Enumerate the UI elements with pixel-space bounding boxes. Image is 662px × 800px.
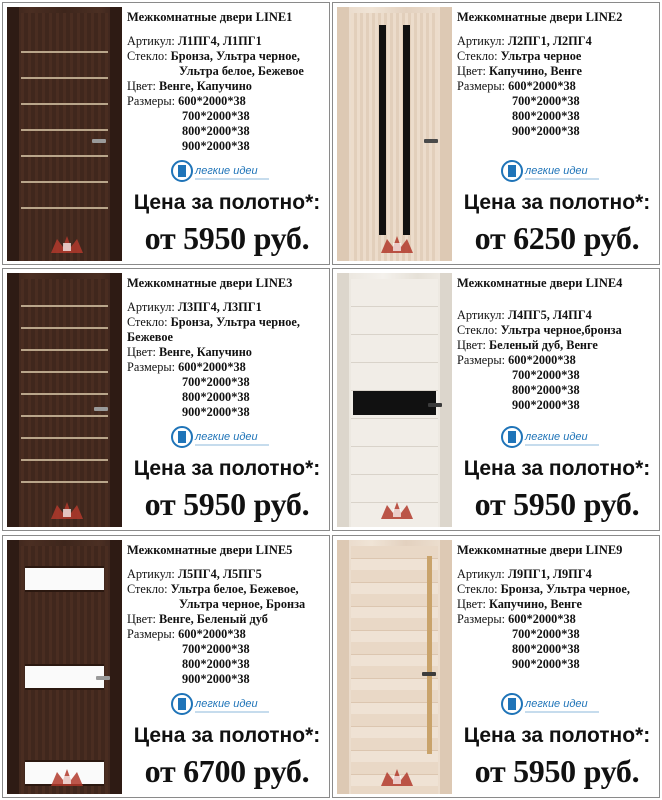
size-value: 900*2000*38 xyxy=(182,672,250,686)
size-value: 600*2000*38 xyxy=(178,360,246,374)
door-image xyxy=(337,7,452,261)
color-value: Капучино, Венге xyxy=(488,597,582,611)
size-value: 600*2000*38 xyxy=(178,94,246,108)
manufacturer-logo-icon xyxy=(49,233,85,255)
manufacturer-logo-icon xyxy=(49,499,85,521)
size-value: 700*2000*38 xyxy=(512,368,580,382)
brand-logo-icon xyxy=(501,159,601,183)
size-value: 700*2000*38 xyxy=(512,627,580,641)
article-value: Л1ПГ4, Л1ПГ1 xyxy=(177,34,262,48)
product-card-line5 xyxy=(2,535,330,798)
size-value: 800*2000*38 xyxy=(512,642,580,656)
specs-list: Артикул: Л4ПГ5, Л4ПГ4 Стекло: Ультра черное,бронза Цвет: Беленый дуб, Венге Размеры: 600*2000*38 700*2000*38 800*2000*38 900*2000*38 xyxy=(457,308,622,412)
price-value: от 6250 руб. xyxy=(474,220,640,256)
size-value: 800*2000*38 xyxy=(512,383,580,397)
svg-text:легкие идеи: легкие идеи xyxy=(525,431,588,443)
size-value: 900*2000*38 xyxy=(512,124,580,138)
size-value: 800*2000*38 xyxy=(182,124,250,138)
glass-value-2: Ультра черное, Бронза xyxy=(179,597,306,611)
size-value: 800*2000*38 xyxy=(182,657,250,671)
size-value: 700*2000*38 xyxy=(182,375,250,389)
card-title: Межкомнатные двери LINE4 xyxy=(457,276,623,290)
price-label: Цена за полотно*: xyxy=(463,724,651,747)
color-value: Венге, Капучино xyxy=(158,345,252,359)
size-value: 700*2000*38 xyxy=(182,109,250,123)
door-image xyxy=(337,273,452,527)
specs-list: Артикул: Л3ПГ4, Л3ПГ1 Стекло: Бронза, Ультра черное, Бежевое Цвет: Венге, Капучино Размеры: 600*2000*38 700*2000*38 800*2000*38 900*2000*38 xyxy=(127,300,300,419)
article-value: Л3ПГ4, Л3ПГ1 xyxy=(177,300,262,314)
door-image xyxy=(7,7,122,261)
product-card-line3 xyxy=(2,268,330,531)
specs-list: Артикул: Л1ПГ4, Л1ПГ1 Стекло: Бронза, Ультра черное, Ультра белое, Бежевое Цвет: Венге, Капучино Размеры: 600*2000*38 700*2000*38 800*2000*38 900*2000*38 xyxy=(127,34,304,153)
size-value: 700*2000*38 xyxy=(182,642,250,656)
size-value: 900*2000*38 xyxy=(182,139,250,153)
product-card-line9 xyxy=(332,535,660,798)
card-title: Межкомнатные двери LINE9 xyxy=(457,543,623,557)
card-title: Межкомнатные двери LINE3 xyxy=(127,276,293,290)
price-label: Цена за полотно*: xyxy=(133,457,321,480)
size-value: 900*2000*38 xyxy=(512,398,580,412)
glass-value-2: Бежевое xyxy=(127,330,173,344)
brand-logo-icon xyxy=(171,159,271,183)
brand-logo-icon xyxy=(501,425,601,449)
manufacturer-logo-icon xyxy=(379,766,415,788)
price-value: от 5950 руб. xyxy=(474,753,640,789)
glass-value: Бронза, Ультра черное, xyxy=(500,582,630,596)
manufacturer-logo-icon xyxy=(379,233,415,255)
brand-logo-icon xyxy=(501,692,601,716)
product-card-line2 xyxy=(332,2,660,265)
size-value: 600*2000*38 xyxy=(508,612,576,626)
card-title: Межкомнатные двери LINE5 xyxy=(127,543,293,557)
product-card-line4 xyxy=(332,268,660,531)
manufacturer-logo-icon xyxy=(379,499,415,521)
svg-text:легкие идеи: легкие идеи xyxy=(195,431,258,443)
svg-text:легкие идеи: легкие идеи xyxy=(525,165,588,177)
size-value: 600*2000*38 xyxy=(508,79,576,93)
price-value: от 5950 руб. xyxy=(474,486,640,522)
manufacturer-logo-icon xyxy=(49,766,85,788)
glass-value: Ультра черное,бронза xyxy=(500,323,622,337)
specs-list: Артикул: Л5ПГ4, Л5ПГ5 Стекло: Ультра белое, Бежевое, Ультра черное, Бронза Цвет: Венге, Беленый дуб Размеры: 600*2000*38 700*2000*38 800*2000*38 900*2000*38 xyxy=(127,567,306,686)
article-value: Л4ПГ5, Л4ПГ4 xyxy=(507,308,592,322)
price-label: Цена за полотно*: xyxy=(463,191,651,214)
size-value: 600*2000*38 xyxy=(508,353,576,367)
glass-value: Ультра черное xyxy=(500,49,582,63)
product-card-line1 xyxy=(2,2,330,265)
brand-logo-icon xyxy=(171,425,271,449)
size-value: 800*2000*38 xyxy=(512,109,580,123)
size-value: 600*2000*38 xyxy=(178,627,246,641)
specs-list: Артикул: Л9ПГ1, Л9ПГ4 Стекло: Бронза, Ультра черное, Цвет: Капучино, Венге Размеры: 600*2000*38 700*2000*38 800*2000*38 900*2000*38 xyxy=(457,567,630,671)
size-value: 700*2000*38 xyxy=(512,94,580,108)
price-value: от 6700 руб. xyxy=(144,753,310,789)
color-value: Беленый дуб, Венге xyxy=(488,338,598,352)
glass-value: Ультра белое, Бежевое, xyxy=(170,582,299,596)
door-image xyxy=(7,540,122,794)
price-label: Цена за полотно*: xyxy=(133,191,321,214)
price-label: Цена за полотно*: xyxy=(133,724,321,747)
size-value: 900*2000*38 xyxy=(512,657,580,671)
card-title: Межкомнатные двери LINE2 xyxy=(457,10,623,24)
color-value: Капучино, Венге xyxy=(488,64,582,78)
size-value: 900*2000*38 xyxy=(182,405,250,419)
price-label: Цена за полотно*: xyxy=(463,457,651,480)
article-value: Л9ПГ1, Л9ПГ4 xyxy=(507,567,592,581)
glass-value: Бронза, Ультра черное, xyxy=(170,315,300,329)
door-image xyxy=(337,540,452,794)
article-value: Л5ПГ4, Л5ПГ5 xyxy=(177,567,262,581)
brand-logo-icon xyxy=(171,692,271,716)
door-image xyxy=(7,273,122,527)
svg-text:легкие идеи: легкие идеи xyxy=(195,698,258,710)
card-title: Межкомнатные двери LINE1 xyxy=(127,10,293,24)
color-value: Венге, Беленый дуб xyxy=(158,612,268,626)
size-value: 800*2000*38 xyxy=(182,390,250,404)
svg-text:легкие идеи: легкие идеи xyxy=(195,165,258,177)
glass-value-2: Ультра белое, Бежевое xyxy=(179,64,304,78)
color-value: Венге, Капучино xyxy=(158,79,252,93)
glass-value: Бронза, Ультра черное, xyxy=(170,49,300,63)
specs-list: Артикул: Л2ПГ1, Л2ПГ4 Стекло: Ультра черное Цвет: Капучино, Венге Размеры: 600*2000*38 700*2000*38 800*2000*38 900*2000*38 xyxy=(457,34,592,138)
svg-text:легкие идеи: легкие идеи xyxy=(525,698,588,710)
price-value: от 5950 руб. xyxy=(144,220,310,256)
price-value: от 5950 руб. xyxy=(144,486,310,522)
article-value: Л2ПГ1, Л2ПГ4 xyxy=(507,34,592,48)
